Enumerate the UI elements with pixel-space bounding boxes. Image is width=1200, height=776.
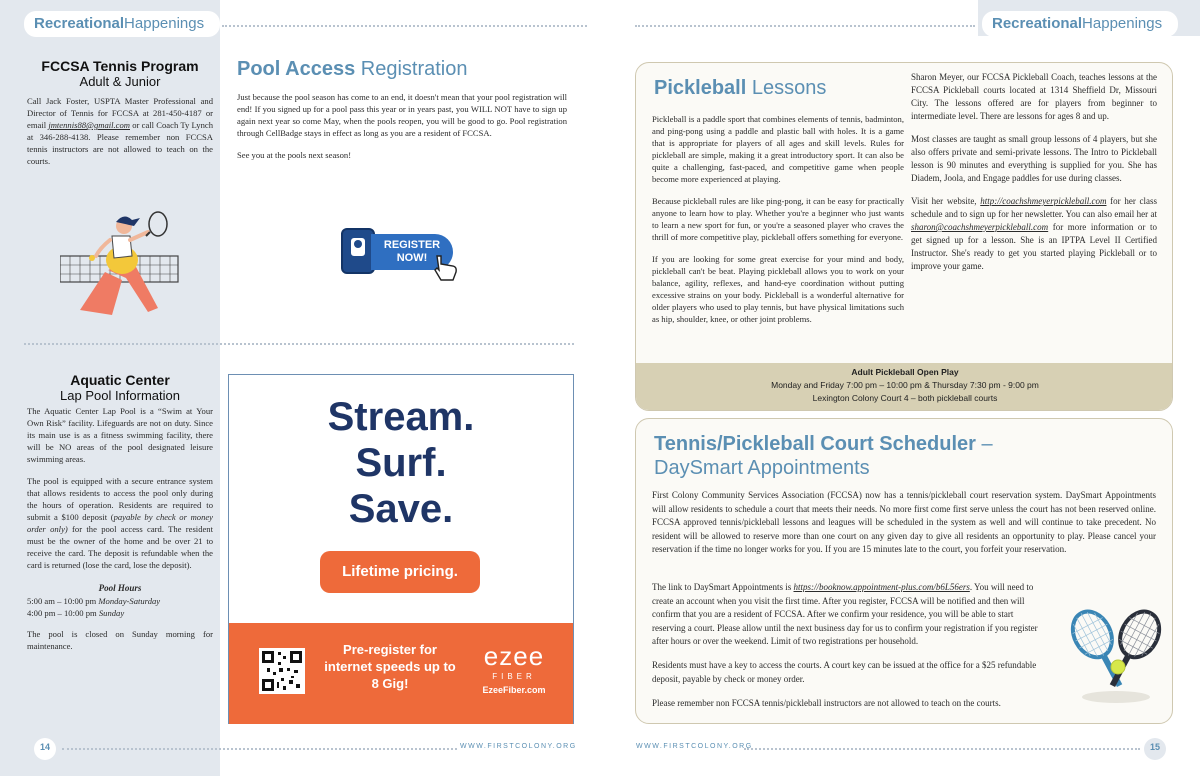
- aquatic-para-3: The pool is closed on Sunday morning for maintenance.: [27, 629, 213, 651]
- header-divider-right: [635, 25, 975, 27]
- aquatic-para-1: The Aquatic Center Lap Pool is a “Swim at Your Own Risk” facility. Lifeguards are not on duty. Since its main use is as a fitness swimming facility, there will be NO areas of the pool designated leisure swimming areas.: [27, 406, 213, 464]
- pool-access-para-1: Just because the pool season has come to an end, it doesn't mean that your pool registration will end! If you signed up for a pool pass this year or in years past, you WILL NOT have to sign up again next year so come May, when the pools reopen, you will be good to go. Pool registration through CellBadge stays in effect as long as you are a resident of FCCSA.: [237, 92, 567, 138]
- tennis-title: FCCSA Tennis Program: [41, 58, 199, 74]
- scheduler-para-4: Please remember non FCCSA tennis/pickleball instructors are not allowed to teach on the courts.: [652, 698, 1001, 708]
- qr-code-icon: [259, 648, 305, 694]
- pickleball-left-column: [652, 113, 904, 325]
- header-divider-left: [222, 25, 587, 27]
- register-now-button[interactable]: [341, 228, 465, 284]
- section-tab-right: RecreationalHappenings: [982, 11, 1178, 37]
- ezee-logo-sub: FIBER: [492, 672, 536, 681]
- open-play-schedule: Monday and Friday 7:00 pm – 10:00 pm & Thursday 7:30 pm - 9:00 pm: [771, 380, 1039, 390]
- aquatic-para-2: The pool is equipped with a secure entrance system that allows residents to access the pool only during the hours of operation. Residents are required to submit a $100 deposit (payable by check or money order only) for the pool access card. The resident must be the owner of the home and be over 21 to receive the card. The deposit is refundable when the card is returned (lose the card, lose the deposit).: [27, 476, 213, 570]
- scheduler-subtitle: DaySmart Appointments: [654, 457, 870, 479]
- ad-line-3: Save.: [348, 487, 454, 531]
- pickleball-card: [635, 62, 1173, 411]
- scheduler-para-3: Residents must have a key to access the courts. A court key can be issued at the office for a $25 refundable deposit, payable by check or money order.: [652, 660, 1037, 684]
- tennis-subtitle: Adult & Junior: [79, 74, 161, 89]
- section-tab-left: RecreationalHappenings: [24, 11, 220, 37]
- pointer-hand-icon: [431, 252, 461, 282]
- page-number-left: 14: [39, 742, 50, 752]
- footer-divider-left: [62, 748, 457, 750]
- left-column-divider: [24, 343, 574, 345]
- tennis-rackets-illustration: [1068, 605, 1164, 705]
- aquatic-section: [27, 372, 213, 652]
- pool-hours-2: 4:00 pm – 10:00 pm Sunday: [27, 608, 125, 618]
- scheduler-para-1: First Colony Community Services Association (FCCSA) now has a tennis/pickleball court reservation system. DaySmart Appointments will allow residents to schedule a court that meets their needs. No more first come first serve unless the court has not been reserved online. FCCSA approved tennis/pickleball lessons and leagues will be scheduled in the system as well and will continue to take precedent. No resident will be allowed to reserve more than one court on any given day to give all residents an opportunity to play. Please cancel your reservation if the time no longer works for you. If you are 15 minutes late to the court, you forfeit your reservation.: [652, 490, 1156, 554]
- ad-line-2: Surf.: [355, 441, 447, 485]
- scheduler-para-2: The link to DaySmart Appointments is https://booknow.appointment-plus.com/b6L56ers. You will need to create an account when you visit the first time. After you register, FCCSA will be notified and then will confirm that you are a resident of FCCSA. After we confirm your residence, you will be able to start reserving a court. Please allow until the next business day for us to confirm your registration if you register after hours or over the weekend. Limit of two registrations per household.: [652, 582, 1038, 646]
- pickleball-para-3: If you are looking for some great exercise for your mind and body, pickleball can't be beat. Playing pickleball allows you to work on your balance, agility, reflexes, and hand-eye coordination without putting excessive strains on your body. Pickleball is a wonderful alternative for older players who used to play tennis, but have physical limitations such as hip, shoulder, knee, or other joint problems.: [652, 254, 904, 324]
- register-now-label: REGISTER NOW!: [371, 234, 453, 270]
- tennis-email-link[interactable]: jmtennis88@gmail.com: [48, 120, 130, 130]
- pool-access-body: [237, 91, 567, 161]
- coach-website-link[interactable]: http://coachshmeyerpickleball.com: [980, 196, 1107, 206]
- scheduler-title: Tennis/Pickleball Court Scheduler –: [654, 433, 993, 455]
- tennis-section: [27, 58, 213, 167]
- footer-url-left[interactable]: WWW.FIRSTCOLONY.ORG: [460, 743, 577, 750]
- scheduler-card: [635, 418, 1173, 724]
- page-number-right: 15: [1149, 742, 1160, 752]
- aquatic-subtitle: Lap Pool Information: [60, 388, 180, 403]
- footer-divider-right: [744, 748, 1140, 750]
- phone-icon: [341, 228, 375, 274]
- ad-cta: Pre-register for internet speeds up to 8 Gig!: [324, 642, 456, 691]
- tennis-player-illustration: [60, 210, 188, 322]
- ezee-fiber-ad: [228, 374, 574, 724]
- pool-hours-title: Pool Hours: [98, 583, 142, 593]
- lifetime-pricing-pill: Lifetime pricing.: [320, 551, 480, 593]
- pickleball-right-column: [911, 71, 1157, 273]
- ad-url[interactable]: EzeeFiber.com: [482, 685, 546, 695]
- aquatic-title: Aquatic Center: [70, 372, 170, 388]
- pickleball-title: Pickleball Lessons: [654, 77, 827, 99]
- ad-line-1: Stream.: [327, 395, 475, 439]
- tennis-text: Call Jack Foster, USPTA Master Professional and Director of Tennis for FCCSA at 281-450-4187 or email jmtennis88@gmail.com or call Coach Ty Lynch at 346-288-4138. Please remember non FCCSA tennis instructors are not allowed to teach on the courts.: [27, 96, 213, 166]
- pickleball-right-2: Most classes are taught as small group lessons of 4 players, but she also offers private and semi-private lessons. The Intro to Pickleball lesson is 90 minutes and everything is supplied for you. She has Diadem, Joola, and Engage paddles for use during classes.: [911, 134, 1157, 183]
- coach-email-link[interactable]: sharon@coachshmeyerpickleball.com: [911, 222, 1049, 232]
- footer-url-right[interactable]: WWW.FIRSTCOLONY.ORG: [636, 743, 753, 750]
- open-play-location: Lexington Colony Court 4 – both pickleball courts: [812, 393, 998, 403]
- daysmart-link[interactable]: https://booknow.appointment-plus.com/b6L56ers: [793, 582, 970, 592]
- pickleball-para-1: Pickleball is a paddle sport that combines elements of tennis, badminton, and ping-pong using a paddle and plastic ball with holes. It is a game that is appropriate for players of all ages and skill levels. Rules for pickleball are simple, making it a great introductory sport. It can also be quite a challenging, fast-paced, and competitive game when people become more experienced at playing.: [652, 114, 904, 184]
- pool-access-para-2: See you at the pools next season!: [237, 150, 352, 160]
- pickleball-para-2: Because pickleball rules are like ping-pong, it can be easy for practically anyone to learn how to play. Whether you're a beginner who just wants to learn a new sport for fun, or you're a seasoned player who craves the thrill of more competitive play, pickleball offers something for everyone.: [652, 196, 904, 242]
- ezee-logo: ezee: [483, 641, 545, 671]
- pool-access-title: Pool Access Registration: [237, 58, 468, 80]
- pickleball-right-3: Visit her website, http://coachshmeyerpickleball.com for her class schedule and to sign up for her newsletter. You can also email her at sharon@coachshmeyerpickleball.com for more information or to get signed up for a lesson. She is an IPTPA Level II Certified Instructor. She's ready to get you started playing Pickleball or to improve your game.: [911, 196, 1157, 271]
- open-play-title: Adult Pickleball Open Play: [851, 367, 959, 377]
- pool-hours-1: 5:00 am – 10:00 pm Monday-Saturday: [27, 596, 161, 606]
- pickleball-right-1: Sharon Meyer, our FCCSA Pickleball Coach, teaches lessons at the FCCSA Pickleball courts located at 1314 Sheffield Dr, Missouri City. The lessons offered are for players from beginner to intermediate level. There are lessons for ages 8 and up.: [911, 72, 1157, 121]
